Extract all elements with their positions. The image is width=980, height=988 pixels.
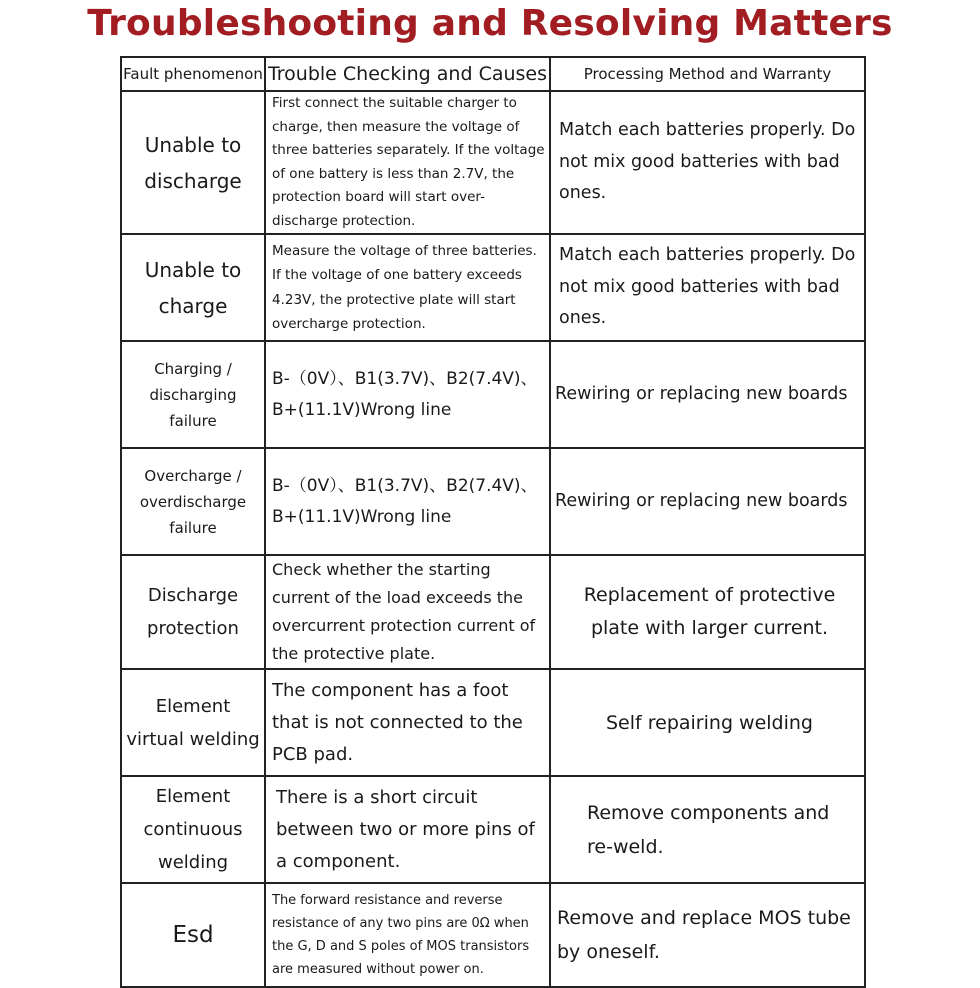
cause-cell: Check whether the starting current of the load exceeds the overcurrent protection current of the protective plate.	[265, 555, 550, 669]
cause-cell: There is a short circuit between two or more pins of a component.	[265, 776, 550, 883]
fault-cell: Esd	[121, 883, 265, 987]
method-cell: Remove and replace MOS tube by oneself.	[550, 883, 865, 987]
method-cell: Rewiring or replacing new boards	[550, 341, 865, 448]
header-fault-phenomenon: Fault phenomenon	[121, 57, 265, 91]
table-header-row	[121, 57, 865, 91]
table-row	[121, 776, 865, 883]
fault-cell: Unable to discharge	[121, 91, 265, 234]
method-cell: Remove components and re-weld.	[550, 776, 865, 883]
fault-cell: Discharge protection	[121, 555, 265, 669]
fault-cell: Element continuous welding	[121, 776, 265, 883]
table-row	[121, 341, 865, 448]
cause-cell: B-（0V）、B1(3.7V)、B2(7.4V)、 B+(11.1V)Wrong line	[265, 341, 550, 448]
page-title: Troubleshooting and Resolving Matters	[87, 3, 893, 44]
table-row	[121, 234, 865, 341]
fault-cell: Overcharge / overdischarge failure	[121, 448, 265, 555]
fault-cell: Element virtual welding	[121, 669, 265, 776]
header-trouble-checking: Trouble Checking and Causes	[265, 57, 550, 91]
table-row	[121, 669, 865, 776]
table-row	[121, 448, 865, 555]
fault-cell: Unable to charge	[121, 234, 265, 341]
cause-cell: The forward resistance and reverse resistance of any two pins are 0Ω when the G, D and S poles of MOS transistors are measured without power on.	[265, 883, 550, 987]
method-cell: Self repairing welding	[550, 669, 865, 776]
cause-cell: Measure the voltage of three batteries. If the voltage of one battery exceeds 4.23V, the protective plate will start overcharge protection.	[265, 234, 550, 341]
method-cell: Replacement of protective plate with larger current.	[550, 555, 865, 669]
cause-cell: First connect the suitable charger to charge, then measure the voltage of three batteries separately. If the voltage of one battery is less than 2.7V, the protection board will start over-discharge protection.	[265, 91, 550, 234]
method-cell: Match each batteries properly. Do not mix good batteries with bad ones.	[550, 91, 865, 234]
header-processing-method: Processing Method and Warranty	[550, 57, 865, 91]
fault-cell: Charging / discharging failure	[121, 341, 265, 448]
troubleshooting-table	[120, 56, 866, 988]
method-cell: Rewiring or replacing new boards	[550, 448, 865, 555]
cause-cell: B-（0V）、B1(3.7V)、B2(7.4V)、 B+(11.1V)Wrong line	[265, 448, 550, 555]
table-row	[121, 883, 865, 987]
cause-cell: The component has a foot that is not connected to the PCB pad.	[265, 669, 550, 776]
table-row	[121, 91, 865, 234]
table-row	[121, 555, 865, 669]
method-cell: Match each batteries properly. Do not mix good batteries with bad ones.	[550, 234, 865, 341]
